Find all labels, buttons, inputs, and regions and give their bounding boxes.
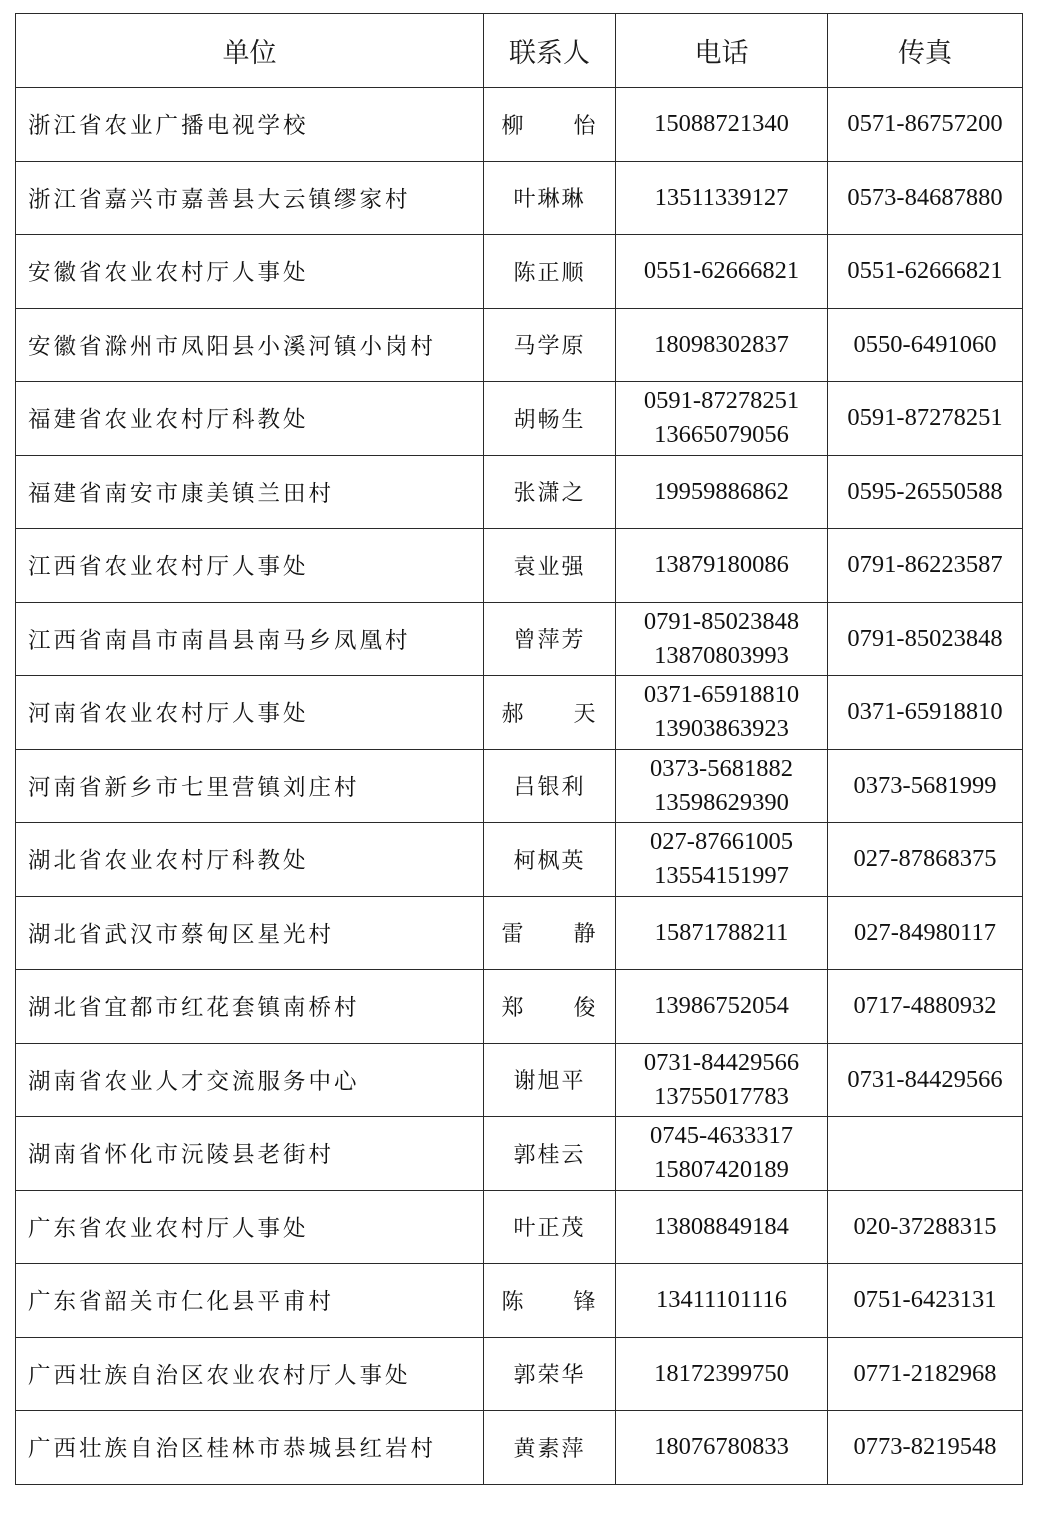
table-row (16, 1411, 1023, 1485)
cell-fax: 0791-86223587 (828, 529, 1023, 603)
cell-contact: 黄素萍 (484, 1411, 616, 1485)
cell-unit: 湖南省农业人才交流服务中心 (16, 1043, 484, 1117)
cell-contact: 陈正顺 (484, 235, 616, 309)
phone-number: 0551-62666821 (643, 257, 800, 285)
cell-contact: 叶琳琳 (484, 161, 616, 235)
phone-number: 13554151997 (654, 862, 789, 890)
table-row (16, 1190, 1023, 1264)
table-row (16, 602, 1023, 676)
cell-phone (616, 896, 828, 970)
cell-contact: 郝 天 (484, 676, 616, 750)
cell-contact: 叶正茂 (484, 1190, 616, 1264)
cell-fax: 0773-8219548 (828, 1411, 1023, 1485)
phone-number: 0591-87278251 (643, 387, 800, 415)
cell-unit: 福建省南安市康美镇兰田村 (16, 455, 484, 529)
table-row (16, 896, 1023, 970)
cell-unit: 福建省农业农村厅科教处 (16, 382, 484, 456)
phone-number: 0731-84429566 (643, 1048, 800, 1076)
cell-unit: 浙江省农业广播电视学校 (16, 88, 484, 162)
cell-phone (616, 455, 828, 529)
cell-phone (616, 529, 828, 603)
cell-phone (616, 308, 828, 382)
cell-fax: 0595-26550588 (828, 455, 1023, 529)
cell-phone (616, 676, 828, 750)
cell-phone (616, 88, 828, 162)
cell-phone (616, 1190, 828, 1264)
cell-phone (616, 823, 828, 897)
phone-number: 13755017783 (654, 1082, 789, 1110)
header-phone: 电话 (616, 14, 828, 88)
cell-phone (616, 1337, 828, 1411)
cell-fax: 0751-6423131 (828, 1264, 1023, 1338)
contact-table (15, 13, 1023, 1485)
cell-contact: 郭桂云 (484, 1117, 616, 1191)
table-row (16, 1043, 1023, 1117)
cell-contact: 雷 静 (484, 896, 616, 970)
cell-fax: 0571-86757200 (828, 88, 1023, 162)
table-row (16, 749, 1023, 823)
table-row (16, 676, 1023, 750)
cell-fax: 0791-85023848 (828, 602, 1023, 676)
table-row (16, 970, 1023, 1044)
cell-fax: 0373-5681999 (828, 749, 1023, 823)
cell-unit: 江西省农业农村厅人事处 (16, 529, 484, 603)
table-row (16, 235, 1023, 309)
cell-unit: 江西省南昌市南昌县南马乡凤凰村 (16, 602, 484, 676)
table-row (16, 1264, 1023, 1338)
cell-contact: 陈 锋 (484, 1264, 616, 1338)
header-row (16, 14, 1023, 88)
cell-contact: 马学原 (484, 308, 616, 382)
phone-number: 13870803993 (654, 641, 789, 669)
phone-number: 13598629390 (654, 788, 789, 816)
table-row (16, 88, 1023, 162)
phone-number: 19959886862 (654, 477, 789, 505)
phone-number: 13808849184 (654, 1212, 789, 1240)
cell-fax: 0550-6491060 (828, 308, 1023, 382)
phone-number: 13986752054 (654, 992, 789, 1020)
cell-unit: 浙江省嘉兴市嘉善县大云镇缪家村 (16, 161, 484, 235)
header-contact: 联系人 (484, 14, 616, 88)
cell-unit: 湖南省怀化市沅陵县老街村 (16, 1117, 484, 1191)
cell-contact: 柳 怡 (484, 88, 616, 162)
phone-number: 027-87661005 (650, 828, 793, 856)
phone-number: 0373-5681882 (650, 754, 793, 782)
cell-contact: 柯枫英 (484, 823, 616, 897)
cell-fax: 027-87868375 (828, 823, 1023, 897)
cell-fax (828, 1117, 1023, 1191)
cell-unit: 广西壮族自治区桂林市恭城县红岩村 (16, 1411, 484, 1485)
phone-number: 15088721340 (654, 110, 789, 138)
table-row (16, 1117, 1023, 1191)
cell-unit: 湖北省宜都市红花套镇南桥村 (16, 970, 484, 1044)
cell-unit: 湖北省农业农村厅科教处 (16, 823, 484, 897)
cell-unit: 广西壮族自治区农业农村厅人事处 (16, 1337, 484, 1411)
header-fax: 传真 (828, 14, 1023, 88)
table-row (16, 823, 1023, 897)
cell-unit: 安徽省农业农村厅人事处 (16, 235, 484, 309)
phone-number: 18098302837 (654, 330, 789, 358)
phone-number: 18172399750 (654, 1359, 789, 1387)
cell-fax: 027-84980117 (828, 896, 1023, 970)
cell-phone (616, 749, 828, 823)
cell-contact: 张潇之 (484, 455, 616, 529)
table-row (16, 382, 1023, 456)
phone-number: 13411101116 (655, 1286, 788, 1314)
cell-fax: 0551-62666821 (828, 235, 1023, 309)
cell-unit: 湖北省武汉市蔡甸区星光村 (16, 896, 484, 970)
cell-contact: 曾萍芳 (484, 602, 616, 676)
phone-number: 18076780833 (654, 1433, 789, 1461)
phone-number: 15871788211 (654, 918, 789, 946)
table-row (16, 455, 1023, 529)
cell-contact: 袁业强 (484, 529, 616, 603)
cell-unit: 河南省新乡市七里营镇刘庄村 (16, 749, 484, 823)
table-row (16, 529, 1023, 603)
cell-phone (616, 602, 828, 676)
cell-contact: 郭荣华 (484, 1337, 616, 1411)
cell-phone (616, 161, 828, 235)
phone-number: 13879180086 (654, 551, 789, 579)
cell-phone (616, 970, 828, 1044)
cell-fax: 0771-2182968 (828, 1337, 1023, 1411)
table-row (16, 1337, 1023, 1411)
cell-fax: 0591-87278251 (828, 382, 1023, 456)
cell-unit: 广东省韶关市仁化县平甫村 (16, 1264, 484, 1338)
cell-contact: 谢旭平 (484, 1043, 616, 1117)
cell-unit: 河南省农业农村厅人事处 (16, 676, 484, 750)
cell-phone (616, 1043, 828, 1117)
phone-number: 13903863923 (654, 715, 789, 743)
phone-number: 15807420189 (654, 1156, 789, 1184)
cell-contact: 胡畅生 (484, 382, 616, 456)
cell-contact: 吕银利 (484, 749, 616, 823)
cell-fax: 0371-65918810 (828, 676, 1023, 750)
phone-number: 0791-85023848 (643, 607, 800, 635)
cell-phone (616, 1264, 828, 1338)
cell-phone (616, 235, 828, 309)
cell-fax: 020-37288315 (828, 1190, 1023, 1264)
header-unit: 单位 (16, 14, 484, 88)
cell-phone (616, 1411, 828, 1485)
cell-fax: 0573-84687880 (828, 161, 1023, 235)
cell-contact: 郑 俊 (484, 970, 616, 1044)
table-row (16, 308, 1023, 382)
cell-fax: 0731-84429566 (828, 1043, 1023, 1117)
cell-phone (616, 382, 828, 456)
cell-fax: 0717-4880932 (828, 970, 1023, 1044)
cell-unit: 广东省农业农村厅人事处 (16, 1190, 484, 1264)
phone-number: 13511339127 (654, 183, 789, 211)
phone-number: 13665079056 (654, 421, 789, 449)
phone-number: 0371-65918810 (643, 681, 800, 709)
phone-number: 0745-4633317 (650, 1122, 793, 1150)
table-row (16, 161, 1023, 235)
cell-unit: 安徽省滁州市凤阳县小溪河镇小岗村 (16, 308, 484, 382)
cell-phone (616, 1117, 828, 1191)
